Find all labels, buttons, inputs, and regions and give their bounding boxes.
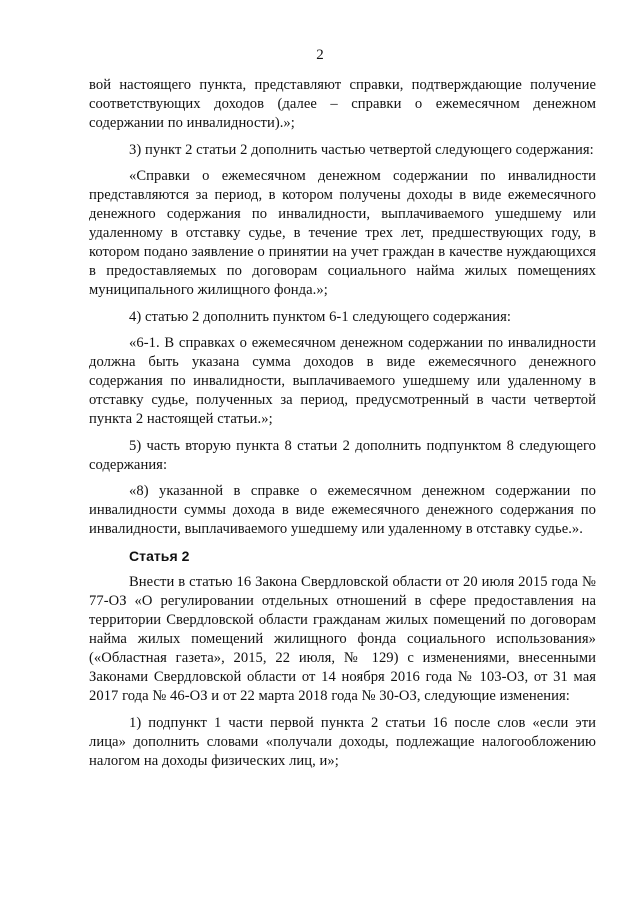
document-body [89,76,596,778]
paragraph-item-5: 5) часть вторую пункта 8 статьи 2 дополнить подпунктом 8 следующего содержания: [89,437,596,473]
article-2-heading: Статья 2 [129,547,190,564]
paragraph-item-1: 1) подпункт 1 части первой пункта 2 статьи 16 после слов «если эти лица» дополнить словами «получали доходы, подлежащие налогообложению налогом на доходы физических лиц, и»; [89,714,596,769]
paragraph-continuation: вой настоящего пункта, представляют справки, подтверждающие получение соответствующих доходов (далее – справки о ежемесячном денежном содержании по инвалидности).»; [89,77,596,131]
page-number: 2 [316,47,324,63]
paragraph-quote-6-1: «6-1. В справках о ежемесячном денежном содержании по инвалидности должна быть указана сумма доходов в виде ежемесячного денежного содержания по инвалидности, выплачиваемого ушедшему или удаленному в отставку судье, полученных за период, предусмотренный в части четвертой пункта 2 настоящей статьи.»; [89,335,596,427]
paragraph-item-4: 4) статью 2 дополнить пунктом 6-1 следующего содержания: [129,308,511,325]
paragraph-article-2-intro: Внести в статью 16 Закона Свердловской области от 20 июля 2015 года № 77-ОЗ «О регулировании отдельных отношений в сфере предоставления на территории Свердловской области гражданам жилых помещений по договорам найма жилых помещений жилищного фонда социального использования» («Областная газета», 2015, 22 июля, № 129) с изменениями, внесенными Законами Свердловской области от 14 ноября 2016 года № 103-ОЗ, от 31 мая 2017 года № 46-ОЗ и от 22 марта 2018 года № 30-ОЗ, следующие изменения: [89,574,596,704]
paragraph-quote-certificates-period: «Справки о ежемесячном денежном содержании по инвалидности представляются за период, в котором получены доходы в виде ежемесячного денежного содержания по инвалидности, выплачиваемого ушедшему или удаленному в отставку судье, в течение трех лет, предшествующих году, в котором подано заявление о принятии на учет граждан в качестве нуждающихся в предоставляемых по договорам социального найма жилых помещениях муниципального жилищного фонда.»; [89,168,596,298]
paragraph-item-3: 3) пункт 2 статьи 2 дополнить частью четвертой следующего содержания: [129,141,594,158]
paragraph-quote-8: «8) указанной в справке о ежемесячном денежном содержании по инвалидности суммы дохода в виде ежемесячного денежного содержания по инвалидности, выплачиваемого ушедшему или удаленному в отставку судье.». [89,483,596,537]
